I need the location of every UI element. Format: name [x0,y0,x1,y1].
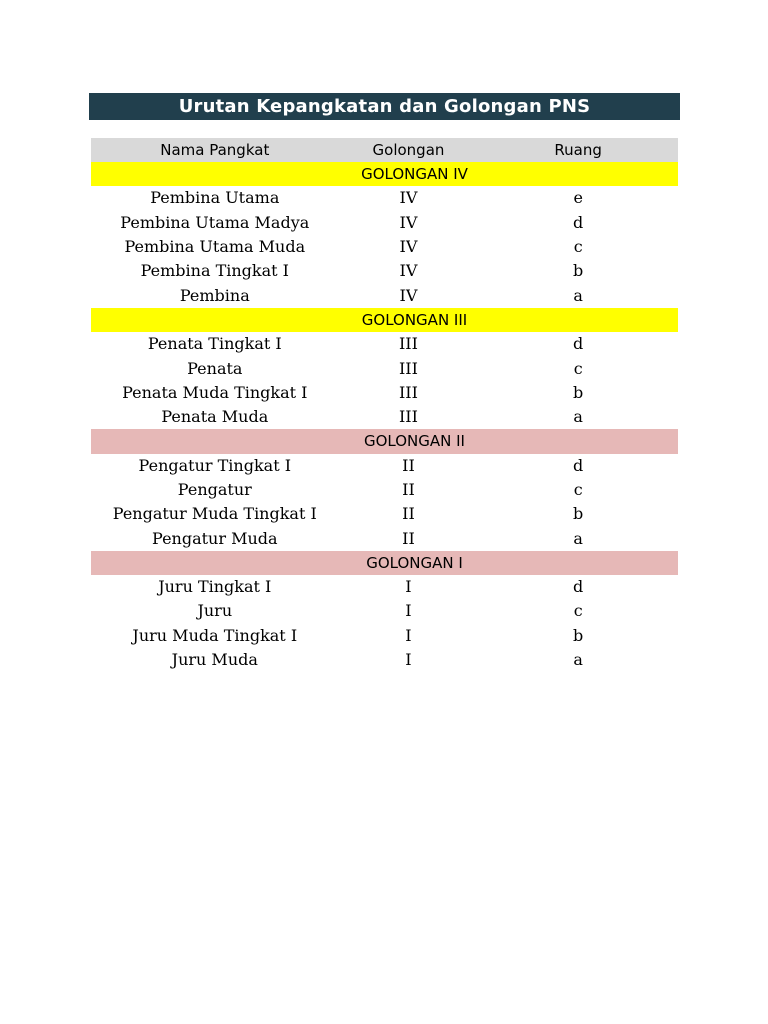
group-label: GOLONGAN I [366,553,463,572]
page-title: Urutan Kepangkatan dan Golongan PNS [89,93,680,120]
header-ruang: Ruang [554,141,602,159]
table-row [91,186,678,210]
table-row [91,575,678,599]
header-nama-pangkat: Nama Pangkat [160,141,270,159]
group-header-row [91,162,678,186]
ruang-cell: a [573,407,583,427]
group-label: GOLONGAN IV [361,165,468,184]
table-row [91,599,678,623]
rank-name-cell: Pembina Tingkat I [140,261,289,281]
table-header-row [91,138,678,162]
table-row [91,405,678,429]
rank-name-cell: Juru Muda Tingkat I [132,625,298,645]
ruang-cell: c [573,237,583,257]
rank-table [91,138,678,672]
ruang-cell: d [573,334,584,354]
rank-name-cell: Penata Muda [161,407,269,427]
golongan-cell: II [402,480,415,499]
header-golongan: Golongan [372,141,445,159]
rank-name-cell: Penata [187,358,243,378]
golongan-cell: III [398,334,418,354]
ruang-cell: c [573,358,583,378]
table-row [91,259,678,283]
ruang-cell: a [573,650,583,670]
golongan-cell: IV [399,188,418,208]
rank-name-cell: Pengatur Muda [152,528,278,548]
ruang-cell: d [573,212,584,232]
golongan-cell: II [402,455,415,475]
rank-name-cell: Pengatur [177,480,252,499]
golongan-cell: IV [399,285,418,305]
table-row [91,648,678,672]
ruang-cell: d [573,577,584,597]
golongan-cell: IV [399,212,418,232]
golongan-cell: I [405,577,412,597]
rank-name-cell: Pembina [179,285,250,305]
ruang-cell: b [573,382,584,402]
ruang-cell: c [573,480,583,499]
table-row [91,526,678,550]
golongan-cell: IV [399,237,418,257]
group-header-row [91,429,678,453]
golongan-cell: I [405,650,412,670]
golongan-cell: IV [399,261,418,281]
rank-name-cell: Pembina Utama Muda [124,237,306,257]
table-row [91,332,678,356]
ruang-cell: b [573,504,584,524]
golongan-cell: III [398,358,418,378]
ruang-cell: a [573,285,583,305]
ruang-cell: e [573,188,583,208]
rank-name-cell: Pengatur Tingkat I [138,455,292,475]
group-label: GOLONGAN II [363,432,465,451]
rank-name-cell: Penata Muda Tingkat I [122,382,308,402]
table-row [91,502,678,526]
group-header-row [91,308,678,332]
golongan-cell: II [402,504,415,524]
table-row [91,478,678,502]
rank-name-cell: Juru Muda [171,650,258,670]
golongan-cell: I [405,625,412,645]
rank-name-cell: Juru Tingkat I [158,577,272,597]
table-row [91,235,678,259]
golongan-cell: III [398,407,418,427]
ruang-cell: d [573,455,584,475]
rank-name-cell: Pengatur Muda Tingkat I [112,504,317,524]
table-row [91,624,678,648]
rank-name-cell: Pembina Utama [150,188,280,208]
golongan-cell: II [402,528,415,548]
group-header-row [91,551,678,575]
group-label: GOLONGAN III [361,310,468,329]
ruang-cell: c [573,601,583,621]
table-row [91,211,678,235]
golongan-cell: I [405,601,412,621]
rank-name-cell: Pembina Utama Madya [120,212,310,232]
ruang-cell: b [573,261,584,281]
rank-name-cell: Juru [197,601,233,621]
table-row [91,381,678,405]
ruang-cell: b [573,625,584,645]
ruang-cell: a [573,528,583,548]
table-row [91,454,678,478]
golongan-cell: III [398,382,418,402]
rank-name-cell: Penata Tingkat I [147,334,282,354]
table-row [91,356,678,380]
table-row [91,283,678,307]
